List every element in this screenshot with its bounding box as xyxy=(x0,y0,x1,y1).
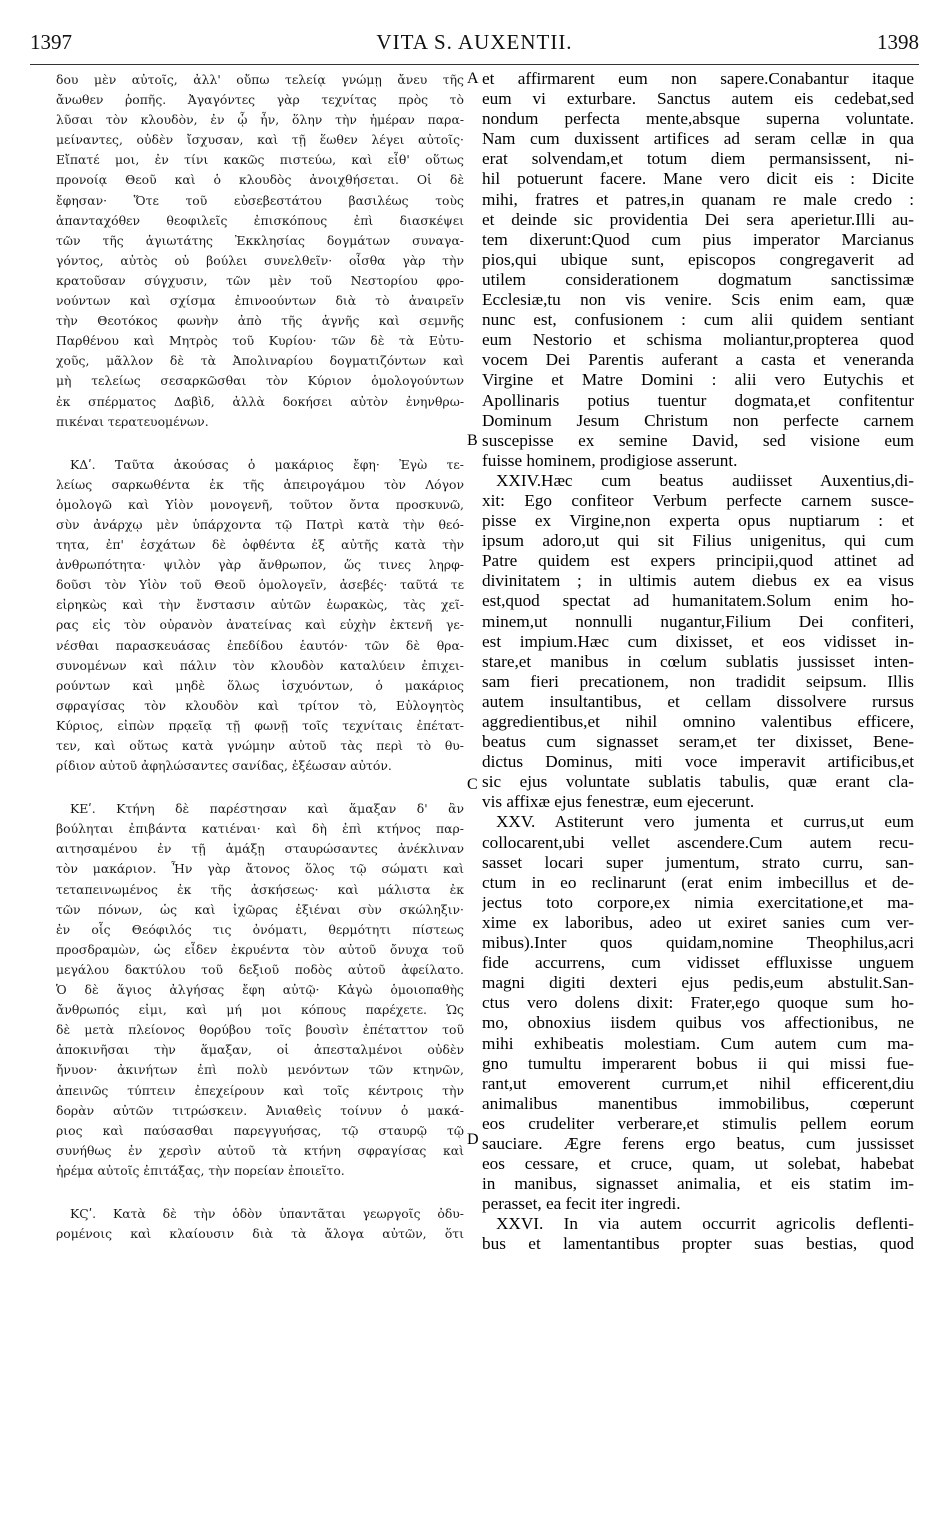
margin-letter-a: A xyxy=(467,70,479,87)
greek-text-line: τὸν μακάριον. Ἦν γὰρ ἄτονος ὅλος τῷ σώματι καὶ xyxy=(56,861,464,877)
greek-text-line: γόντος, αὐτὸς οὐ βούλει συνελθεῖν· οἶσθα γὰρ τὴν xyxy=(56,252,464,268)
greek-text-line: ἤνυον· ἀκινήτων ἐπὶ πολὺ μενόντων τῶν κτηνῶν, xyxy=(56,1062,464,1078)
latin-text-line: perasset, ea fecit iter ingredi. xyxy=(482,1194,681,1214)
latin-text-line: bus et lamentantibus propter suas bestias, quod xyxy=(482,1234,914,1254)
greek-text-line: αιτησαμένου ἐν τῇ ἁμάξῃ σταυρώσαντες ἀνέκλιναν xyxy=(56,841,464,857)
latin-text-line: divinitatem ; in ultimis autem diebus ex ea visus xyxy=(482,571,914,591)
latin-text-line: Nam cum duxissent artifices ad seram cellæ in qua xyxy=(482,129,914,149)
paragraph-gap xyxy=(56,1181,464,1204)
greek-text-line: Εἴπατέ μοι, ἐν τίνι κακῶς πιστεύω, καὶ εἶθ' οὕτως xyxy=(56,152,464,168)
greek-text-line: συνομένων καὶ πάλιν τὸν κλουδὸν καταλύειν ἐπιχει- xyxy=(56,657,464,673)
header-rule xyxy=(30,64,919,65)
latin-text-line: Patre quidem est expers principii,quod attinet ad xyxy=(482,551,914,571)
latin-text-line: in manibus, signasset animalia, et eis statim im- xyxy=(482,1174,914,1194)
latin-text-line: tem dixerunt:Quod cum pius imperator Marcianus xyxy=(482,229,914,249)
latin-text-line: fuisse hominem, prodigiose asserunt. xyxy=(482,450,738,470)
latin-text-line: beatus cum signasset seram,et ter dixisset, Bene- xyxy=(482,732,914,752)
latin-text-line: dictus Dominus, miti voce imperavit artificibus,et xyxy=(482,752,914,772)
greek-text-line: ρίδιον αὐτοῦ ἀφηλώσαντες σανίδας, ἐξέωσαν αὐτόν. xyxy=(56,758,392,774)
latin-text-line: sam fieri precationem, non tradidit seipsum. Illis xyxy=(482,671,914,691)
greek-text-line: ΚϚʹ. Κατὰ δὲ τὴν ὁδὸν ὑπαντᾶται γεωργοῖς ὀδυ- xyxy=(70,1205,464,1221)
latin-text-line: hil potuerunt facere. Mane vero dicit eis : Dicite xyxy=(482,169,914,189)
latin-text-line: eum vi exturbare. Sanctus autem eis cedebat,sed xyxy=(482,89,914,109)
latin-text-line: ctus vero dolens dixit: Frater,ego quoque sum ho- xyxy=(482,993,914,1013)
greek-text-line: μὴ τελείως σεσαρκῶσθαι τὸν Κύριον ὁμολογούντων xyxy=(56,373,464,389)
greek-text-line: δοῦσι τὸν Υἱὸν τοῦ Θεοῦ ὁμολογεῖν, ἀσεβές· ταῦτά τε xyxy=(56,577,464,593)
latin-text-line: sic ejus voluntate sublatis tabulis, quæ erant cla- xyxy=(482,772,914,792)
greek-text-line: τῶν τῆς ἁγιωτάτης Ἐκκλησίας δογμάτων συναγα- xyxy=(56,232,464,248)
latin-text-line: sasset locari super jumentum, strato curru, san- xyxy=(482,852,914,872)
latin-text-line: vis affixæ ejus fenestræ, eum ejecerunt. xyxy=(482,792,755,812)
latin-text-line: et deinde sic providentia Dei sera aperietur.Illi au- xyxy=(482,209,914,229)
latin-text-line: et affirmarent eum non sapere.Conabantur itaque xyxy=(482,69,914,88)
latin-text-line: utilem considerationem dogmatum sanctissimæ xyxy=(482,269,914,289)
latin-text-line: animalibus manentibus immobilibus, cœperunt xyxy=(482,1093,914,1113)
greek-text-line: τὴν Θεοτόκος φωνὴν ἀπὸ τῆς ἁγνῆς καὶ σεμνῆς xyxy=(56,313,464,329)
latin-text-line: gno tumultu imperarent bobus ii qui missi fue- xyxy=(482,1053,914,1073)
page-header xyxy=(30,30,919,60)
greek-text-line: νούντων καὶ σχίσμα ἐπινοούντων διὰ τὸ ἀναιρεῖν xyxy=(56,293,464,309)
greek-text-line: ριος καὶ παύσασθαι παρεγγυήσας, τῷ σταυρῷ τῷ xyxy=(56,1122,464,1138)
greek-text-line: προσδραμὼν, ὡς εἶδεν ἐκρυέντα τὸν αὐτοῦ ὄνυχα τοῦ xyxy=(56,941,464,957)
greek-text-line: λῦσαι τὸν κλουδὸν, ἐν ᾧ ἦν, ὅλην τὴν ἡμέραν παρα- xyxy=(56,112,464,128)
greek-text-line: ἄνθρωπός εἰμι, καὶ μή μοι κόπους παρέχετε. Ὡς xyxy=(56,1002,464,1018)
latin-text-line: est,quod spectat ad humanitatem.Solum enim ho- xyxy=(482,591,914,611)
latin-text-line: mo, obnoxius iisdem quibus vos affectionibus, ne xyxy=(482,1013,914,1033)
greek-text-line: βούληται ἐπιβάντα κατιέναι· καὶ δὴ ἐπὶ κτήνος παρ- xyxy=(56,821,464,837)
greek-text-line: τῶν πόνων, ὡς καὶ ἰχῶρας ἐξιέναι σὺν σκώληξιν· xyxy=(56,901,464,917)
latin-text-line: vocem Dei Parentis auferant a casta et veneranda xyxy=(482,350,914,370)
latin-text-line: Virgine et Matre Domini : alii vero Eutychis et xyxy=(482,370,914,390)
latin-text-line: ctum in eo reclinarunt (erat enim imbecillus et de- xyxy=(482,872,914,892)
greek-text-line: δὲ μετὰ πλείονος θορύβου τοῖς βουσὶν ἐπέταττον τοῦ xyxy=(56,1022,464,1038)
greek-text-line: Παρθένου καὶ Μητρὸς τοῦ Κυρίου· τῶν δὲ τὰ Εὐτυ- xyxy=(56,333,464,349)
latin-text-line: XXV. Astiterunt vero jumenta et currus,ut eum xyxy=(496,812,914,832)
latin-text-line: suscepisse ex semine David, sed visione eum xyxy=(482,430,914,450)
running-title: VITA S. AUXENTII. xyxy=(376,30,573,54)
greek-text-line: νέσθαι παρασκευάσας ἐπεδίδου ἑαυτόν· τῶν δὲ θρα- xyxy=(56,637,464,653)
latin-text-line: mibus).Inter quos quidam,nomine Theophilus,acri xyxy=(482,933,914,953)
greek-text-line: σφραγίσας τὸν κλουδὸν καὶ τρίτον τὸ, Εὐλογητὸς xyxy=(56,697,464,713)
greek-text-line: μεγάλου δακτύλου τοῦ δεξιοῦ ποδὸς αὐτοῦ ἀφείλατο. xyxy=(56,961,464,977)
margin-letter-c: C xyxy=(467,776,478,793)
paragraph-gap xyxy=(56,776,464,799)
latin-text-line: xime ex laboribus, adeo ut exiret sanies cum ver- xyxy=(482,912,914,932)
greek-text-line: δορὰν αὐτῶν τιτρώσκειν. Ἀνιαθεὶς τοίνυν ὁ μακά- xyxy=(56,1102,464,1118)
latin-text-line: Ecclesiæ,tu non vis venire. Scis enim eam, quæ xyxy=(482,290,914,310)
greek-text-line: ρούντων καὶ μηδὲ ὅλως ἰσχυόντων, ὁ μακάριος xyxy=(56,677,464,693)
greek-text-line: δου μὲν αὐτοῖς, ἀλλ' οὔπω τελείᾳ γνώμῃ ἄνευ τῆς xyxy=(56,72,464,87)
greek-column xyxy=(56,70,464,1244)
latin-text-line: magni digiti dexteri ejus pedis,eum abstulit.San- xyxy=(482,973,914,993)
latin-text-line: eum Nestorio et schisma moliantur,propterea quod xyxy=(482,330,914,350)
latin-text-line: Dominum Jesum Christum non perfecte carnem xyxy=(482,410,914,430)
latin-text-line: erat solvendam,et totum diem permansissent, ni- xyxy=(482,149,914,169)
greek-text-line: ἄνωθεν ῥοπῆς. Ἀγαγόντες γὰρ τεχνίτας πρὸς τὸ xyxy=(56,92,464,108)
latin-text-line: XXVI. In via autem occurrit agricolis deflenti- xyxy=(496,1214,914,1234)
greek-text-line: ἀνθρωπότητα· ψιλὸν γὰρ ἄνθρωπον, ὥς τινες ληρφ- xyxy=(56,557,464,573)
greek-text-line: κρατοῦσαν σύγχυσιν, τῶν μὲν τοῦ Νεστορίου φρο- xyxy=(56,272,464,288)
latin-text-line: mihi exhibeatis molestiam. Cum autem cum ma- xyxy=(482,1033,914,1053)
latin-text-line: collocarent,ubi vellet ascendere.Cum autem recu- xyxy=(482,832,914,852)
greek-text-line: ἀποκινῆσαι τὴν ἅμαξαν, οἱ ἀπεσταλμένοι οὐδὲν xyxy=(56,1042,464,1058)
greek-text-line: πικέναι τερατευομένων. xyxy=(56,413,209,429)
latin-text-line: nunc est, confusionem : cum alii quidem sentiant xyxy=(482,310,914,330)
margin-letter-b: B xyxy=(467,432,478,449)
latin-text-line: fide accurrens, cum vidisset effluxisse unguem xyxy=(482,953,914,973)
latin-text-line: pisse ex Virgine,non experta opus nuptiarum : et xyxy=(482,511,914,531)
paragraph-gap xyxy=(56,432,464,455)
greek-text-line: ἐν οἷς Θεόφιλός τις ὀνόματι, θερμότητι πίστεως xyxy=(56,921,464,937)
greek-text-line: λείως σαρκωθέντα ἐκ τῆς ἀπειρογάμου τὸν Λόγον xyxy=(56,476,464,492)
page-number-left: 1397 xyxy=(30,30,72,54)
latin-text-line: stare,et manibus in cœlum sublatis jussisset inten- xyxy=(482,651,914,671)
latin-text-line: minem,ut nonnulli nugantur,Filium Dei confiteri, xyxy=(482,611,914,631)
latin-text-line: aggredientibus,et nihil omnino valentibus efficere, xyxy=(482,712,914,731)
greek-text-line: σὺν ἀνάρχῳ μὲν ὑπάρχοντα τῷ Πατρὶ κατὰ τὴν θεό- xyxy=(56,516,464,532)
latin-text-line: autem insultantibus, et cellam dissolvere rursus xyxy=(482,691,914,711)
greek-text-line: προνοίᾳ Θεοῦ καὶ ὁ κλουδὸς ἀνοιχθήσεται. Οἱ δὲ xyxy=(56,172,464,188)
latin-column xyxy=(482,69,914,1255)
margin-letter-d: D xyxy=(467,1131,479,1148)
greek-text-line: Ὁ δὲ ἅγιος ἀλγήσας ἔφη αὐτῷ· Κἀγὼ ὁμοιοπαθὴς xyxy=(56,982,464,998)
latin-text-line: sauciare. Ægre ferens ergo beatus, cum jussisset xyxy=(482,1133,914,1153)
latin-text-line: eos crudeliter verberare,et stimulis pellem eorum xyxy=(482,1113,914,1133)
greek-text-line: χοῦς, μᾶλλον δὲ τὰ Ἀπολιναρίου δογματιζόντων καὶ xyxy=(56,353,464,369)
page-number-right: 1398 xyxy=(877,30,919,54)
greek-text-line: εἰρηκὼς καὶ τὴν ἔνστασιν αὐτῶν ἑωρακὼς, τὰς χεῖ- xyxy=(56,597,464,613)
latin-text-line: XXIV.Hæc cum beatus audiisset Auxentius,di- xyxy=(496,470,914,490)
latin-text-line: est impium.Hæc cum dixisset, et eos vidisset in- xyxy=(482,631,914,651)
greek-text-line: ἀπεινῶς τύπτειν ἐπεχείρουν καὶ τοῖς κέντροις τὴν xyxy=(56,1082,464,1098)
latin-text-line: pios,qui ubique sunt, episcopos congregaverit ad xyxy=(482,249,914,269)
greek-text-line: ρομένοις καὶ κλαίουσιν διὰ τὰ ἄλογα αὐτῶν, ὅτι xyxy=(56,1226,464,1242)
greek-text-line: ἠρέμα αὐτοῖς ἐπιτάξας, τὴν πορείαν ἐποιεῖτο. xyxy=(56,1162,345,1178)
greek-text-line: τεν, καὶ οὕτως κατὰ γνώμην αὐτοῦ τὰς περὶ τὸ θυ- xyxy=(56,738,464,753)
greek-text-line: ρας εἰς τὸν οὐρανὸν ἀνατείνας καὶ εὐχὴν ἐκτενῆ γε- xyxy=(56,617,464,633)
greek-text-line: ΚΔʹ. Ταῦτα ἀκούσας ὁ μακάριος ἔφη· Ἐγὼ τε- xyxy=(70,456,464,472)
latin-text-line: rant,ut emoverent currum,et nihil efficerent,diu xyxy=(482,1073,914,1093)
latin-text-line: nondum perfecta mente,absque superna voluntate. xyxy=(482,109,914,129)
greek-text-line: μείναντες, οὐδὲν ἴσχυσαν, καὶ τῇ ἕωθεν λέγει αὐτοῖς· xyxy=(56,132,464,148)
greek-text-line: Κύριος, εἰπὼν πρᾳεῖᾳ τῇ φωνῇ τοῖς τεχνίταις ἐπέτατ- xyxy=(56,717,464,733)
greek-text-line: ἐκ σπέρματος Δαβὶδ, ἀλλὰ δοκήσει αὐτὸν ἐνηνθρω- xyxy=(56,393,464,409)
greek-text-line: συνήθως ἐν χερσὶν αὐτοῦ τὰ κτήνη σφραγίσας καὶ xyxy=(56,1142,464,1158)
latin-text-line: jectus toto corpore,ex nimia exercitatione,et ma- xyxy=(482,892,914,912)
latin-text-line: mihi, fratres et patres,in quanam re male credo : xyxy=(482,189,914,209)
greek-text-line: τητα, ἐπ' ἐσχάτων δὲ ὀφθέντα ἐξ αὐτῆς κατὰ τὴν xyxy=(56,537,464,553)
latin-text-line: ipsum adoro,ut qui sit Filius unigenitus, qui cum xyxy=(482,531,914,551)
greek-text-line: ὁμολογῶ καὶ Υἱὸν μονογενῆ, τοῦτον ὄντα προσκυνῶ, xyxy=(56,496,464,512)
greek-text-line: ἔφησαν· Ὅτε τοῦ εὐσεβεστάτου βασιλέως τοὺς xyxy=(56,192,464,208)
greek-text-line: ΚΕʹ. Κτήνη δὲ παρέστησαν καὶ ἅμαξαν δ' ἂν xyxy=(70,801,464,817)
latin-text-line: xit: Ego confiteor Verbum perfecte carnem susce- xyxy=(482,490,914,510)
greek-text-line: τεταπεινωμένος ἐκ τῆς ἀσκήσεως· καὶ μάλιστα ἐκ xyxy=(56,881,464,897)
latin-text-line: eos cessare, et cruce, quam, ut solebat, habebat xyxy=(482,1154,914,1174)
latin-text-line: Apollinaris potius tuentur dogmata,et confitentur xyxy=(482,390,914,410)
greek-text-line: ἁπανταχόθεν θεοφιλεῖς ἐπισκόπους ἐπὶ διασκέψει xyxy=(56,212,464,228)
